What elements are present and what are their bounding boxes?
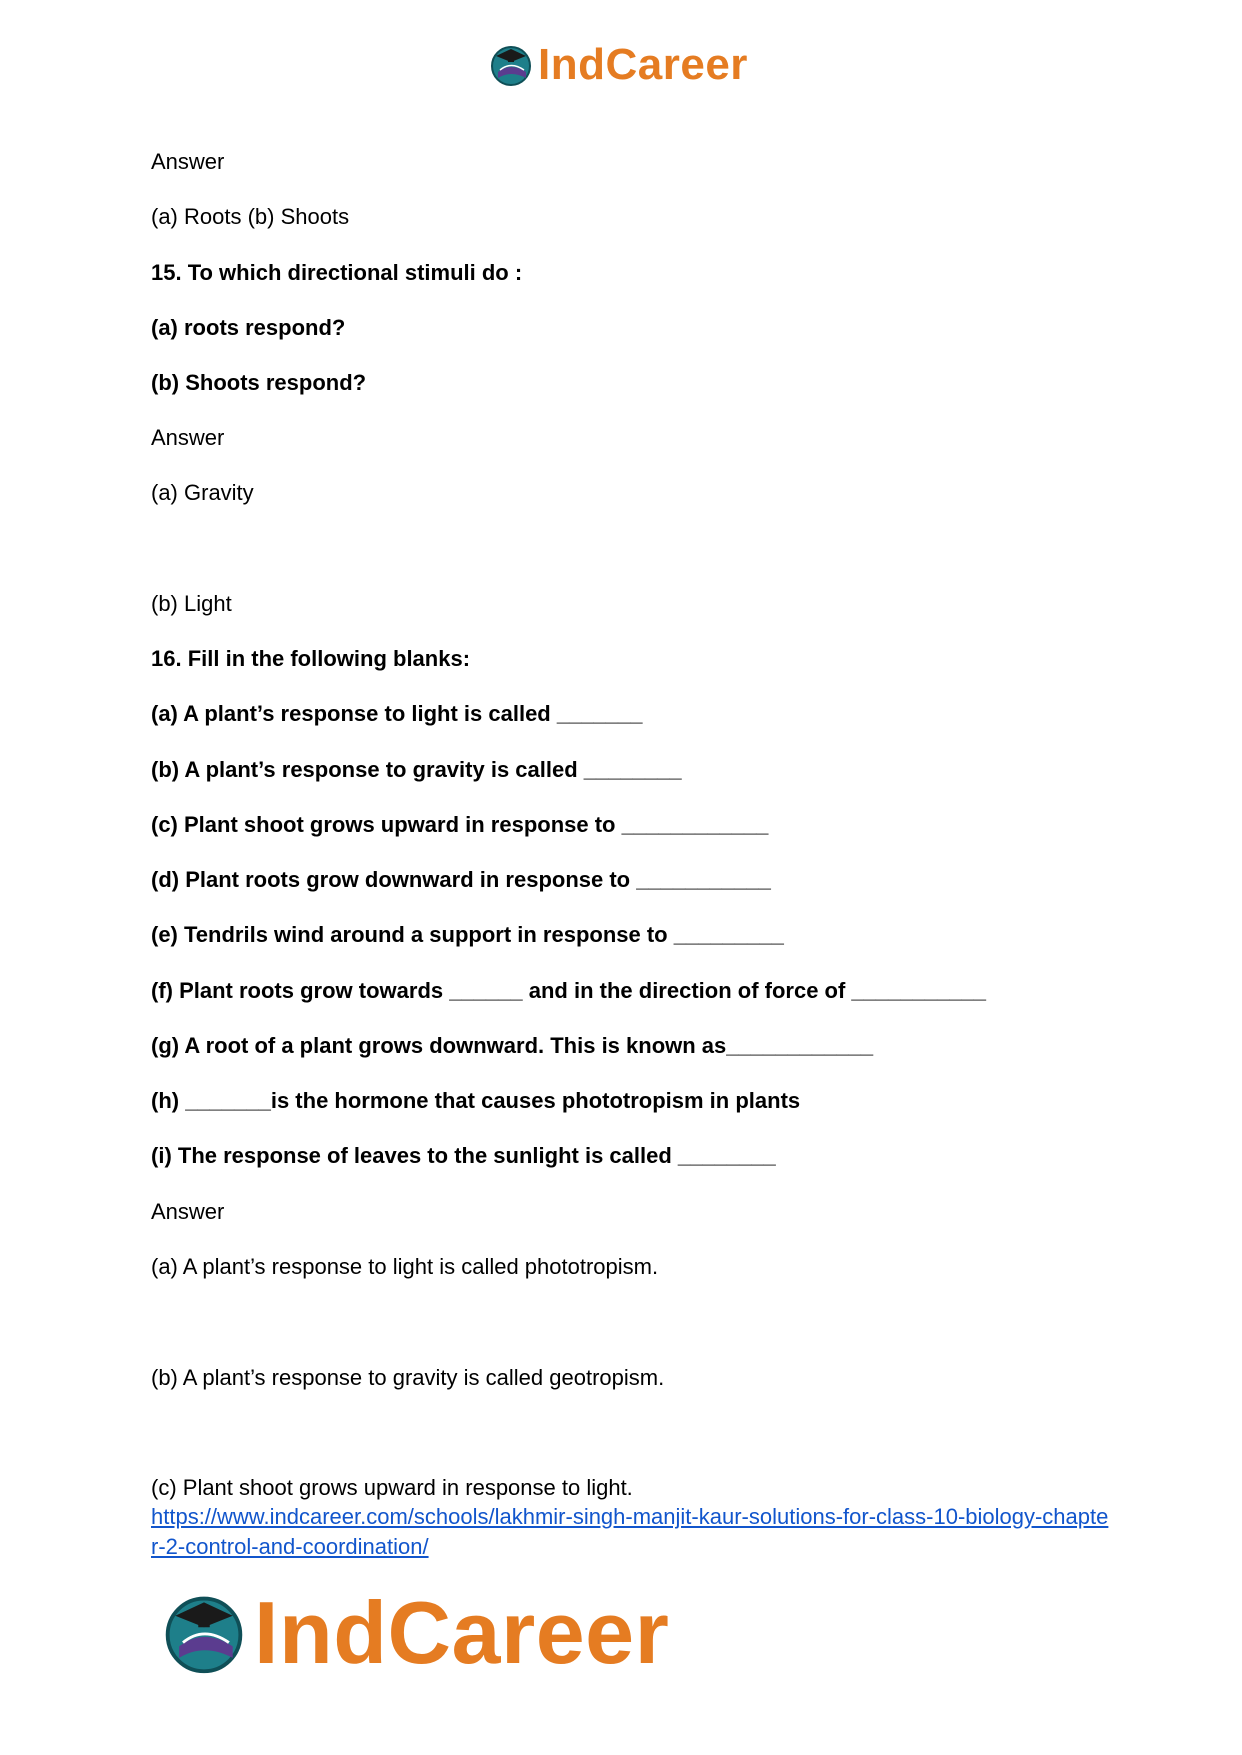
question-heading: 16. Fill in the following blanks: (151, 646, 471, 671)
logo-globe-icon (488, 42, 534, 88)
question-part: (g) A root of a plant grows downward. This is known as____________ (151, 1033, 874, 1058)
brand-name: IndCareer (254, 1583, 670, 1682)
question-part: (e) Tendrils wind around a support in response to _________ (151, 922, 784, 947)
question-part: (f) Plant roots grow towards ______ and in the direction of force of ___________ (151, 978, 987, 1003)
text-line: (a) Gravity (151, 480, 254, 505)
text-line: (a) Roots (b) Shoots (151, 204, 350, 229)
answer-line: (c) Plant shoot grows upward in response to light. (151, 1475, 633, 1500)
question-part: (a) A plant’s response to light is called _______ (151, 701, 643, 726)
question-part: (a) roots respond? (151, 315, 346, 340)
text-line: Answer (151, 1199, 225, 1224)
header-logo (488, 40, 748, 90)
footer-logo (160, 1583, 669, 1683)
text-line: (b) Light (151, 591, 232, 616)
answer-line: (a) A plant’s response to light is called phototropism. (151, 1254, 659, 1279)
logo-globe-icon (160, 1589, 248, 1677)
question-part: (c) Plant shoot grows upward in response to ____________ (151, 812, 769, 837)
question-part: (b) Shoots respond? (151, 370, 367, 395)
answer-line: (b) A plant’s response to gravity is called geotropism. (151, 1365, 665, 1390)
brand-name: IndCareer (538, 40, 748, 89)
source-link[interactable]: https://www.indcareer.com/schools/lakhmir-singh-manjit-kaur-solutions-for-class-10-biology-chapter-2-control-and-coordination/ (151, 1504, 1109, 1559)
question-part: (i) The response of leaves to the sunlight is called ________ (151, 1143, 776, 1168)
question-part: (h) _______is the hormone that causes phototropism in plants (151, 1088, 801, 1113)
text-line: Answer (151, 425, 225, 450)
text-line: Answer (151, 149, 225, 174)
question-part: (d) Plant roots grow downward in response to ___________ (151, 867, 771, 892)
question-heading: 15. To which directional stimuli do : (151, 260, 523, 285)
question-part: (b) A plant’s response to gravity is called ________ (151, 757, 682, 782)
